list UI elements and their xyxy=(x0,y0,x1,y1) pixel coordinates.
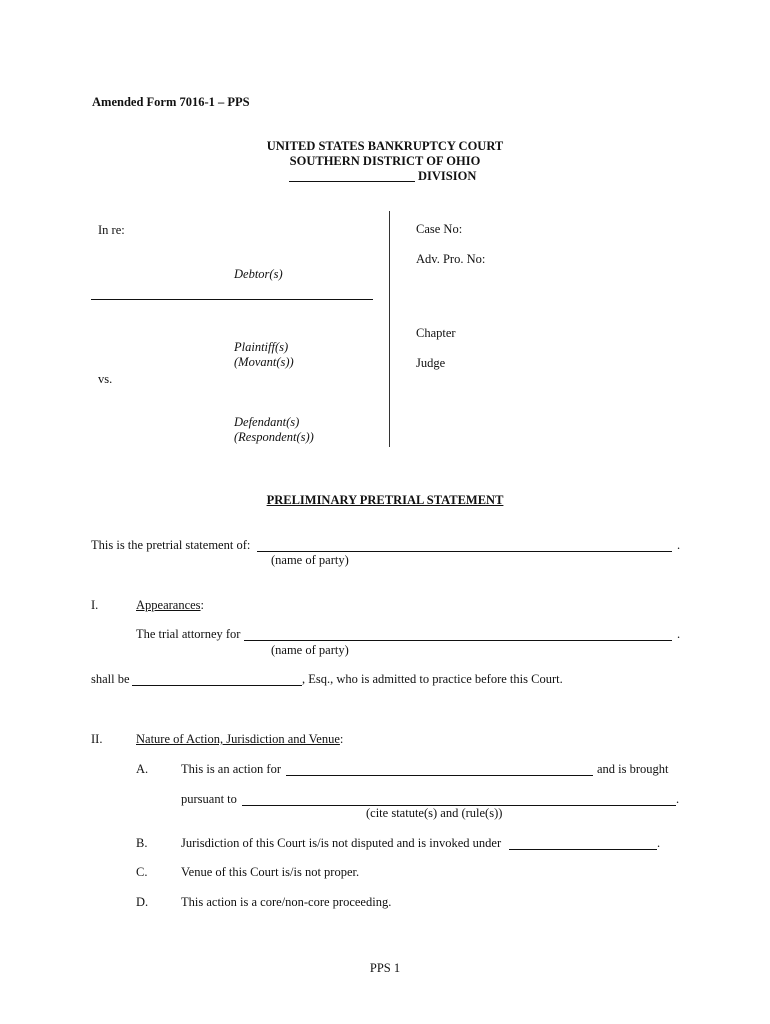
caption-vertical-rule xyxy=(389,211,390,447)
page-footer: PPS 1 xyxy=(369,961,401,975)
item-c-text: Venue of this Court is/is not proper. xyxy=(181,865,360,879)
adv-pro-no-label: Adv. Pro. No: xyxy=(416,252,486,266)
nature-heading: Nature of Action, Jurisdiction and Venue xyxy=(136,732,340,746)
item-a-label: A. xyxy=(136,762,149,776)
court-district: SOUTHERN DISTRICT OF OHIO xyxy=(289,154,481,168)
trial-attorney-party-blank[interactable] xyxy=(244,640,672,641)
pursuant-label: pursuant to xyxy=(181,792,237,806)
trial-attorney-label: The trial attorney for xyxy=(136,627,241,641)
caption-divider xyxy=(91,299,373,300)
section-1-heading xyxy=(136,598,204,613)
respondent-label: (Respondent(s)) xyxy=(234,430,314,444)
item-c-label: C. xyxy=(136,865,148,879)
vs-label: vs. xyxy=(98,372,113,386)
division-label: DIVISION xyxy=(418,169,477,183)
chapter-label: Chapter xyxy=(416,326,456,340)
attorney-name-blank[interactable] xyxy=(132,685,302,686)
item-b-label: B. xyxy=(136,836,148,850)
name-of-party-caption: (name of party) xyxy=(271,643,349,657)
item-d-label: D. xyxy=(136,895,149,909)
judge-label: Judge xyxy=(416,356,446,370)
period: . xyxy=(676,792,680,806)
item-b-text: Jurisdiction of this Court is/is not disputed and is invoked under xyxy=(181,836,502,850)
item-d-text: This action is a core/non-core proceeding. xyxy=(181,895,392,909)
form-id: Amended Form 7016-1 – PPS xyxy=(92,95,250,109)
cite-caption: (cite statute(s) and (rule(s)) xyxy=(366,806,503,820)
period: . xyxy=(677,538,681,552)
defendant-label: Defendant(s) xyxy=(234,415,300,429)
statement-of-label: This is the pretrial statement of: xyxy=(91,538,251,552)
section-2-heading xyxy=(136,732,343,747)
document-title: PRELIMINARY PRETRIAL STATEMENT xyxy=(266,493,504,507)
appearances-heading: Appearances xyxy=(136,598,201,612)
jurisdiction-basis-blank[interactable] xyxy=(509,849,657,850)
heading-colon: : xyxy=(339,732,344,746)
period: . xyxy=(657,836,661,850)
division-blank[interactable] xyxy=(289,181,415,182)
movant-label: (Movant(s)) xyxy=(234,355,294,369)
debtor-label: Debtor(s) xyxy=(234,267,283,281)
court-name: UNITED STATES BANKRUPTCY COURT xyxy=(266,139,504,153)
heading-colon: : xyxy=(200,598,205,612)
party-name-blank[interactable] xyxy=(257,551,672,552)
in-re-label: In re: xyxy=(98,223,125,237)
plaintiff-label: Plaintiff(s) xyxy=(234,340,289,354)
item-a-text: This is an action for xyxy=(181,762,281,776)
period: . xyxy=(677,627,681,641)
case-no-label: Case No: xyxy=(416,222,463,236)
section-2-number: II. xyxy=(91,732,103,746)
esq-text: , Esq., who is admitted to practice before this Court. xyxy=(302,672,563,686)
shall-be-label: shall be xyxy=(91,672,130,686)
section-1-number: I. xyxy=(91,598,99,612)
action-type-blank[interactable] xyxy=(286,775,593,776)
item-a-tail: and is brought xyxy=(597,762,669,776)
name-of-party-caption: (name of party) xyxy=(271,553,349,567)
